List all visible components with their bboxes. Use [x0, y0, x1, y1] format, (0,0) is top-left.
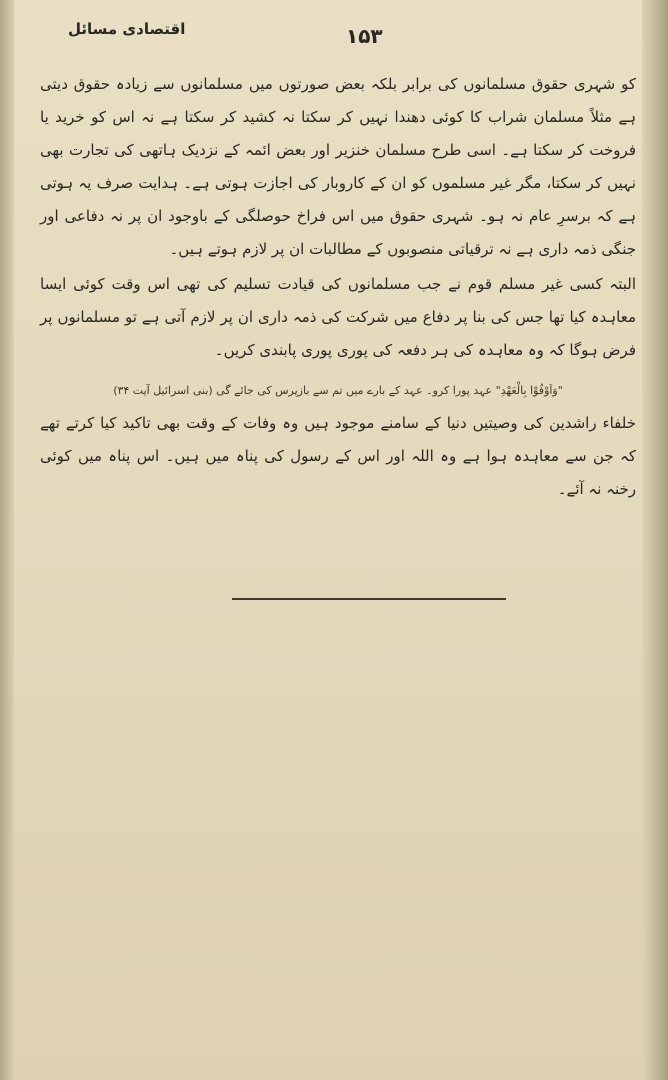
quran-quotation: "وَاَوْفُوْا بِالْعَهْدِ" عہد پورا کرو۔ عہد کے بارے میں تم سے بازپرس کی جائے گی (بنی اسرائیل آیت ۳۴) [113, 384, 563, 397]
page-number: ۱۵۳ [346, 24, 383, 48]
running-header-title: اقتصادی مسائل [68, 20, 186, 38]
page-binding-edge [642, 0, 668, 1080]
paragraph-civil-rights: کو شہری حقوق مسلمانوں کی برابر بلکہ بعض صورتوں میں مسلمانوں سے زیادہ حقوق دیتی ہے مثلاً مسلمان شراب کا کوئی دھندا نہیں کر سکتا نہ کشید کر سکتا ہے نہ اس کو خرید یا فروخت کر سکتا ہے۔ اسی طرح مسلمان خنزیر اور بعض ائمہ کے نزدیک ہاتھی کی تجارت بھی نہیں کر سکتا، مگر غیر مسلموں کو ان کے کاروبار کی اجازت ہوتی ہے۔ ہدایت صرف یہ ہوتی ہے کہ برسرِ عام نہ ہو۔ شہری حقوق میں اس فراخ حوصلگی کے باوجود ان پر نہ دفاعی اور جنگی ذمہ داری ہے نہ ترقیاتی منصوبوں کے مطالبات ان پر لازم ہوتے ہیں۔ [40, 75, 636, 258]
paragraph-caliphs-wills: خلفاء راشدین کی وصیتیں دنیا کے سامنے موجود ہیں وہ وفات کے وقت بھی تاکید کیا کرتے تھے کہ جن سے معاہدہ ہوا ہے وہ اللہ اور اس کے رسول کی پناہ میں ہیں۔ اس پناہ میں کوئی رخنہ نہ آئے۔ [40, 414, 636, 498]
section-end-rule [232, 598, 506, 600]
paragraph-treaty-obligation: البتہ کسی غیر مسلم قوم نے جب مسلمانوں کی قیادت تسلیم کی تھی اس وقت کوئی ایسا معاہدہ کیا تھا جس کی بنا پر دفاع میں شرکت کی ذمہ داری ان پر لازم آتی ہے تو مسلمانوں پر فرض ہوگا کہ وہ معاہدہ کی ہر دفعہ کی پوری پوری پابندی کریں۔ [40, 275, 636, 359]
page-shadow-left [0, 0, 14, 1080]
body-text [40, 68, 636, 506]
